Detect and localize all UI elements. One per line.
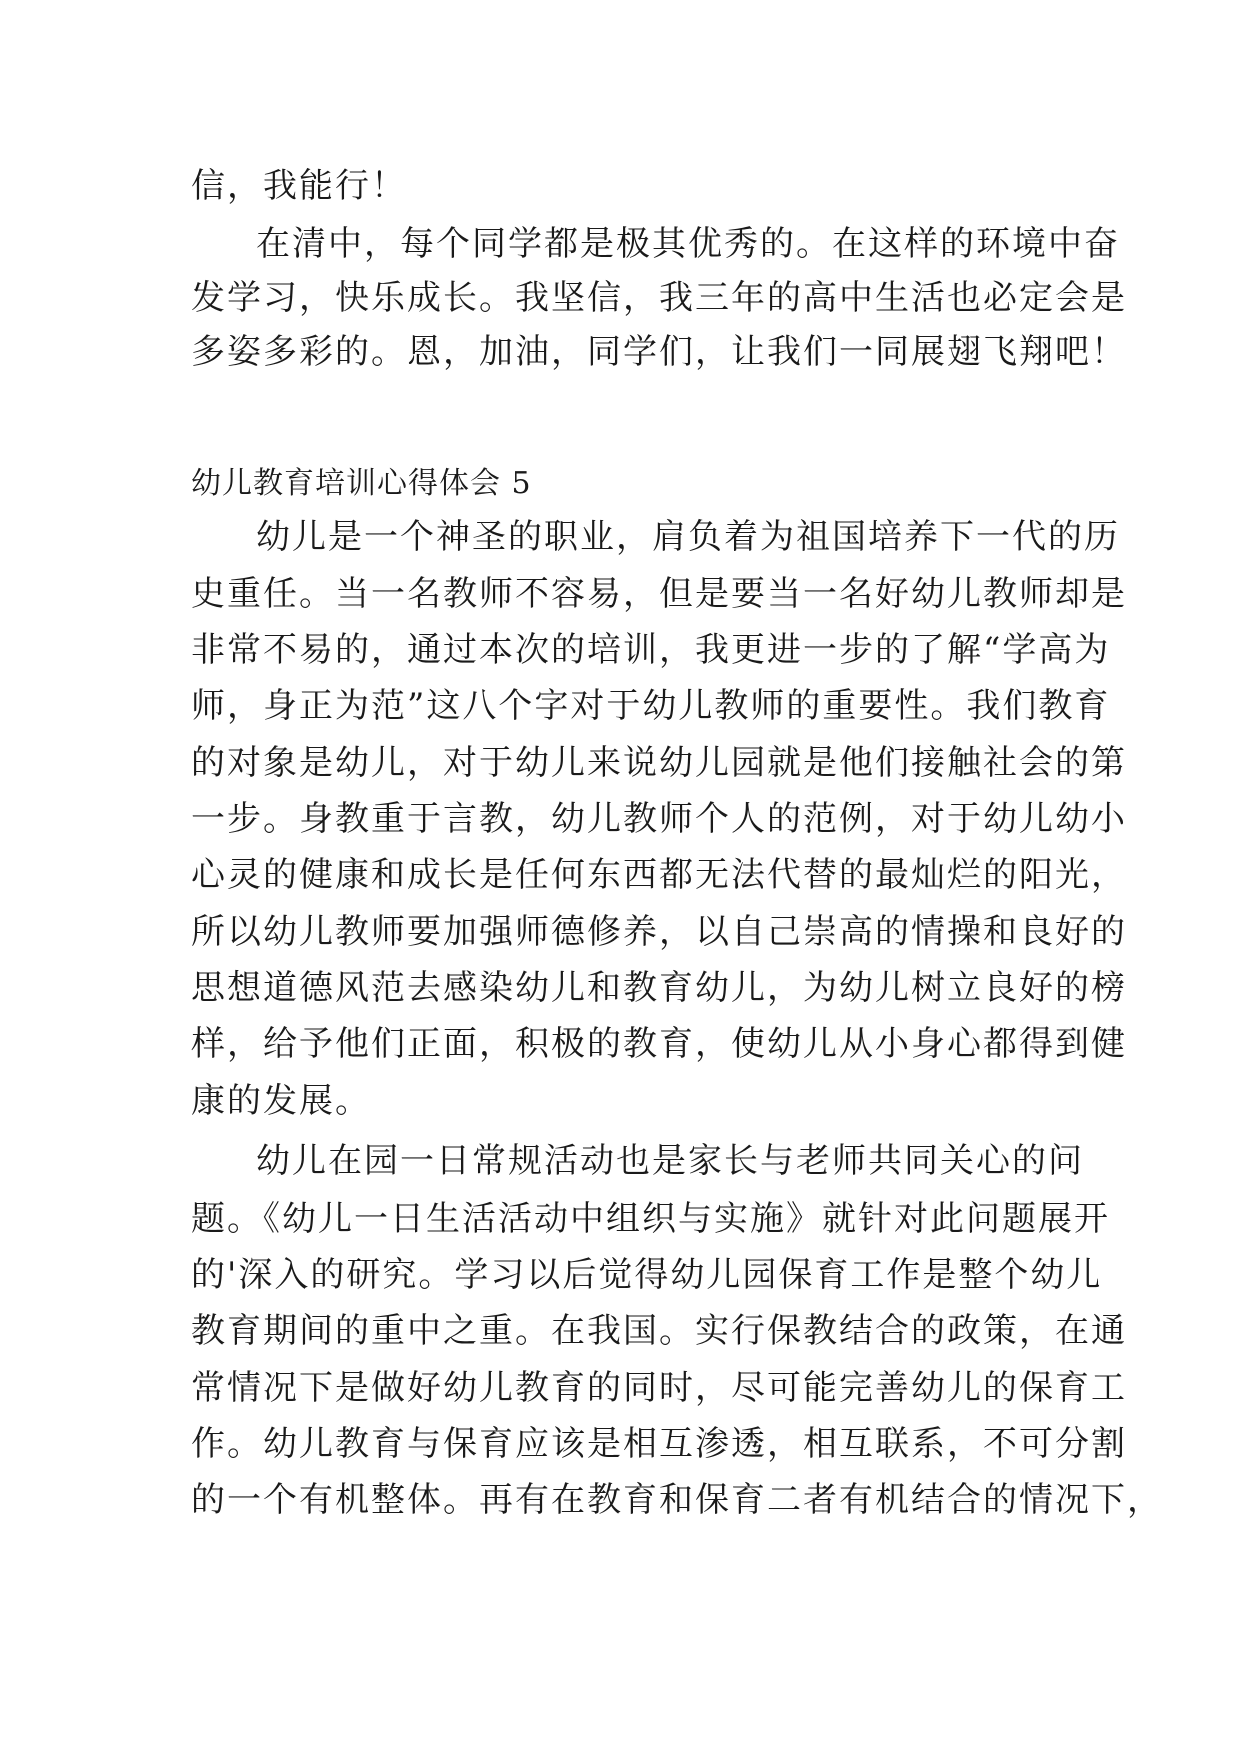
paragraph-b-line: 所以幼儿教师要加强师德修养，以自己崇高的情操和良好的 [191,912,1127,952]
paragraph-b-line: 一步。身教重于言教，幼儿教师个人的范例，对于幼儿幼小 [191,799,1127,839]
paragraph-b-line: 思想道德风范去感染幼儿和教育幼儿，为幼儿树立良好的榜 [191,968,1127,1008]
paragraph-b-line: 史重任。当一名教师不容易，但是要当一名好幼儿教师却是 [191,574,1127,614]
paragraph-b-line: 的对象是幼儿，对于幼儿来说幼儿园就是他们接触社会的第 [191,743,1127,783]
paragraph-c-line: 幼儿在园一日常规活动也是家长与老师共同关心的问 [256,1141,1084,1181]
paragraph-c-line: 作。幼儿教育与保育应该是相互渗透，相互联系，不可分割 [191,1424,1127,1464]
paragraph-b-line: 师，身正为范”这八个字对于幼儿教师的重要性。我们教育 [191,686,1111,726]
section-title: 幼儿教育培训心得体会 5 [191,466,532,501]
paragraph-b-line: 幼儿是一个神圣的职业，肩负着为祖国培养下一代的历 [256,517,1120,557]
paragraph-c-line: 题。《幼儿一日生活活动中组织与实施》就针对此问题展开 [191,1199,1110,1239]
paragraph-b-line: 样，给予他们正面，积极的教育，使幼儿从小身心都得到健 [191,1024,1127,1064]
paragraph-c-line: 教育期间的重中之重。在我国。实行保教结合的政策，在通 [191,1311,1127,1351]
paragraph-c-line: 常情况下是做好幼儿教育的同时，尽可能完善幼儿的保育工 [191,1368,1127,1408]
paragraph-b-line: 非常不易的，通过本次的培训，我更进一步的了解“学高为 [191,630,1111,670]
paragraph-a-line: 发学习，快乐成长。我坚信，我三年的高中生活也必定会是 [191,278,1127,318]
intro-paragraph-end: 信，我能行！ [191,166,407,206]
paragraph-b-line: 心灵的健康和成长是任何东西都无法代替的最灿烂的阳光， [191,855,1127,895]
paragraph-a-line: 多姿多彩的。恩，加油，同学们，让我们一同展翅飞翔吧！ [191,332,1127,372]
paragraph-c-line: 的'深入的研究。学习以后觉得幼儿园保育工作是整个幼儿 [191,1255,1103,1295]
paragraph-b-line: 康的发展。 [191,1081,371,1121]
paragraph-a-line: 在清中，每个同学都是极其优秀的。在这样的环境中奋 [256,224,1120,264]
paragraph-c-line: 的一个有机整体。再有在教育和保育二者有机结合的情况下， [191,1480,1163,1520]
